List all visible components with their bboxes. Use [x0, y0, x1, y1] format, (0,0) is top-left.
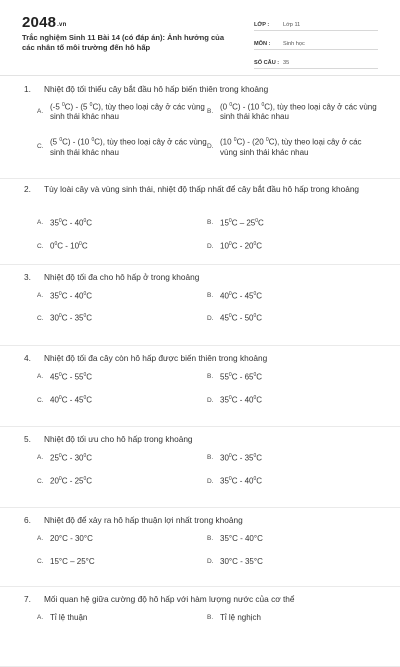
answer-option[interactable] — [207, 312, 377, 323]
answer-option[interactable] — [207, 475, 377, 486]
option-letter: D. — [207, 396, 214, 404]
option-letter: C. — [37, 314, 44, 322]
meta-key: MÔN : — [254, 41, 271, 47]
option-text: $15^0C - 25^0C$ — [220, 218, 264, 228]
question-item — [0, 346, 400, 427]
option-letter: D. — [207, 242, 214, 250]
answer-option[interactable] — [37, 240, 207, 251]
question-number: 2. — [24, 184, 31, 194]
question-text — [24, 184, 400, 195]
answer-option[interactable] — [207, 533, 377, 544]
option-letter: A. — [37, 108, 44, 116]
meta-key: SỐ CÂU : — [254, 60, 280, 66]
option-text: $10^0C - 20^0C$ — [220, 241, 263, 252]
option-letter: D. — [207, 558, 214, 565]
option-letter: A. — [37, 373, 44, 381]
question-text — [24, 84, 400, 95]
question-number: 5. — [24, 434, 31, 444]
answer-option[interactable] — [37, 394, 207, 405]
page-title: Trắc nghiệm Sinh 11 Bài 14 (có đáp án): Ảnh hưởng của các nhân tố môi trường đến hô hấp — [22, 33, 225, 52]
option-letter: B. — [207, 292, 214, 300]
option-text: $45^0C - 50^0C$ — [220, 313, 263, 324]
option-letter: B. — [207, 373, 214, 381]
question-text — [24, 515, 400, 526]
answer-option[interactable] — [37, 475, 207, 486]
option-text: $35^0C - 40^0C$ — [220, 476, 263, 487]
question-text — [24, 272, 400, 283]
option-letter: C. — [37, 558, 44, 565]
answer-option[interactable] — [37, 101, 207, 122]
answer-options — [37, 290, 377, 324]
meta-row-class — [254, 15, 378, 31]
meta-key: LỚP : — [254, 22, 270, 28]
logo-main: 2048 — [22, 14, 57, 31]
question-item — [0, 587, 400, 667]
option-letter: B. — [207, 219, 214, 227]
question-body: Nhiệt độ để xảy ra hô hấp thuận lợi nhất trong khoảng — [44, 515, 243, 525]
option-text: (-5 $^0$C) - (5 $^0$C), tùy theo loại cây ở các vùng sinh thái khác nhau — [50, 102, 205, 122]
meta-info — [254, 15, 378, 72]
meta-row-subject — [254, 34, 378, 50]
option-text: (0 $^0$C) - (10 $^0$C), tùy theo loại cây ở các vùng sinh thái khác nhau — [220, 102, 377, 122]
option-letter: B. — [207, 108, 214, 116]
option-letter: D. — [207, 143, 214, 151]
answer-option[interactable] — [37, 217, 207, 228]
answer-options — [37, 612, 377, 623]
answer-options — [37, 217, 377, 252]
option-text: $20^0C - 25^0C$ — [50, 476, 93, 487]
question-number: 7. — [24, 594, 31, 604]
question-body: Mối quan hệ giữa cường độ hô hấp với hàm lượng nước của cơ thể — [44, 594, 295, 604]
meta-row-count — [254, 53, 378, 69]
option-text: 20°C - 30°C — [50, 533, 93, 543]
answer-option[interactable] — [207, 452, 377, 463]
answer-options — [37, 371, 377, 406]
option-text: $40^0C - 45^0C$ — [220, 291, 263, 301]
answer-option[interactable] — [37, 533, 207, 544]
option-text: $35^0C - 40^0C$ — [50, 218, 93, 228]
question-number: 3. — [24, 272, 31, 282]
option-letter: A. — [37, 454, 44, 462]
question-body: Nhiệt độ tối thiểu cây bắt đầu hô hấp biến thiên trong khoảng — [44, 84, 269, 94]
option-text: (5 $^0$C) - (10 $^0$C), tùy theo loại cây ở các vùng sinh thái khác nhau — [50, 137, 207, 157]
meta-value: 35 — [283, 60, 290, 66]
answer-option[interactable] — [207, 290, 377, 301]
answer-option[interactable] — [37, 556, 207, 567]
answer-option[interactable] — [207, 371, 377, 382]
answer-option[interactable] — [37, 371, 207, 382]
answer-option[interactable] — [207, 394, 377, 405]
option-letter: C. — [37, 396, 44, 404]
option-letter: C. — [37, 477, 44, 485]
site-logo[interactable] — [22, 14, 66, 31]
option-text: $30^0C - 35^0C$ — [220, 453, 263, 463]
option-letter: A. — [37, 535, 44, 542]
question-number: 4. — [24, 353, 31, 363]
answer-option[interactable] — [37, 136, 207, 157]
question-body: Nhiệt độ tối đa cây còn hô hấp được biến thiên trong khoảng — [44, 353, 268, 363]
meta-value: Sinh học — [283, 41, 305, 47]
answer-option[interactable] — [37, 290, 207, 301]
option-text: $55^0C - 65^0C$ — [220, 372, 263, 382]
option-letter: C. — [37, 242, 44, 250]
option-letter: B. — [207, 535, 214, 542]
option-text: $40^0C - 45^0C$ — [50, 395, 93, 406]
option-text: 35°C - 40°C — [220, 533, 263, 543]
option-letter: A. — [37, 219, 44, 227]
option-text: 15°C – 25°C — [50, 556, 95, 566]
option-text: $0^0C - 10^0C$ — [50, 241, 88, 252]
answer-options — [37, 101, 377, 158]
option-letter: C. — [37, 143, 44, 151]
question-item — [0, 179, 400, 265]
option-text: $35^0C - 40^0C$ — [50, 291, 93, 301]
answer-option[interactable] — [37, 612, 207, 623]
option-text: Tỉ lệ nghịch — [220, 612, 261, 622]
option-letter: D. — [207, 477, 214, 485]
question-number: 1. — [24, 84, 31, 94]
question-item — [0, 265, 400, 346]
option-letter: B. — [207, 454, 214, 462]
option-text: (10 $^0$C) - (20 $^0$C), tùy theo loại cây ở các vùng sinh thái khác nhau — [220, 137, 362, 157]
answer-option[interactable] — [207, 556, 377, 567]
answer-option[interactable] — [207, 101, 377, 122]
question-text — [24, 434, 400, 445]
header — [0, 0, 400, 72]
question-text — [24, 594, 400, 605]
question-number: 6. — [24, 515, 31, 525]
option-letter: A. — [37, 292, 44, 300]
answer-option[interactable] — [37, 312, 207, 323]
question-body: Nhiệt độ tối ưu cho hô hấp trong khoảng — [44, 434, 193, 444]
answer-option[interactable] — [207, 612, 377, 623]
option-text: Tỉ lệ thuận — [50, 612, 88, 622]
question-item — [0, 427, 400, 508]
meta-value: Lớp 11 — [283, 22, 301, 28]
option-text: $35^0C - 40^0C$ — [220, 395, 263, 406]
question-item — [0, 76, 400, 179]
question-text — [24, 353, 400, 364]
option-text: $45^0C - 55^0C$ — [50, 372, 93, 382]
question-body: Tùy loài cây và vùng sinh thái, nhiệt độ thấp nhất để cây bắt đầu hô hấp trong khoảng — [44, 184, 360, 194]
answer-option[interactable] — [37, 452, 207, 463]
option-text: $30^0C - 35^0C$ — [50, 313, 93, 324]
answer-options — [37, 533, 377, 567]
option-letter: A. — [37, 614, 44, 621]
question-item — [0, 508, 400, 587]
question-body: Nhiệt độ tối đa cho hô hấp ở trong khoảng — [44, 272, 200, 282]
answer-options — [37, 452, 377, 487]
option-letter: B. — [207, 614, 214, 621]
answer-option[interactable] — [207, 240, 377, 251]
question-list — [0, 76, 400, 667]
logo-suffix: .vn — [57, 22, 67, 28]
answer-option[interactable] — [207, 136, 377, 157]
option-letter: D. — [207, 314, 214, 322]
option-text: $25^0C - 30^0C$ — [50, 453, 93, 463]
answer-option[interactable] — [207, 217, 377, 228]
option-text: 30°C - 35°C — [220, 556, 263, 566]
